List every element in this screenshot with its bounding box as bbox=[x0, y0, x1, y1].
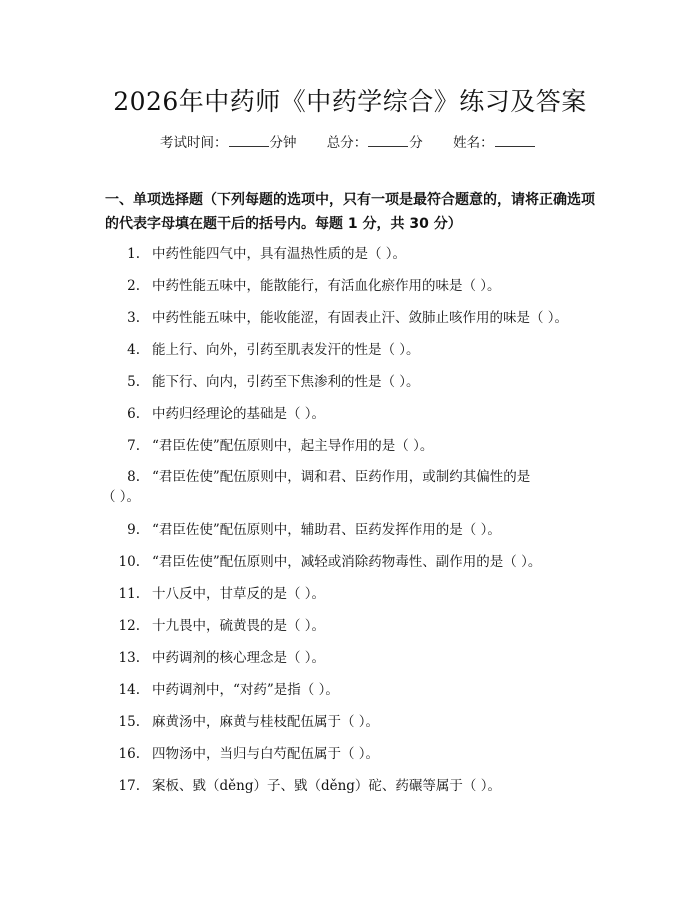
question-item bbox=[110, 372, 600, 392]
question-number: 3. bbox=[127, 310, 140, 326]
question-number: 16. bbox=[118, 746, 140, 762]
question-text: 中药归经理论的基础是（ ）。 bbox=[152, 406, 326, 422]
name-label: 姓名： bbox=[453, 135, 494, 151]
question-item bbox=[110, 340, 600, 360]
question-item bbox=[110, 404, 600, 424]
question-text: “君臣佐使”配伍原则中，减轻或消除药物毒性、副作用的是（ ）。 bbox=[152, 554, 542, 570]
question-item bbox=[110, 744, 600, 764]
question-text: 中药调剂中，“对药”是指（ ）。 bbox=[152, 682, 339, 698]
exam-time-unit: 分钟 bbox=[269, 135, 297, 151]
question-item bbox=[110, 308, 630, 328]
question-text: 麻黄汤中，麻黄与桂枝配伍属于（ ）。 bbox=[152, 714, 380, 730]
question-text: 四物汤中，当归与白芍配伍属于（ ）。 bbox=[152, 746, 380, 762]
name-field bbox=[453, 131, 536, 151]
question-text: 十八反中，甘草反的是（ ）。 bbox=[152, 586, 326, 602]
question-number: 2. bbox=[127, 278, 140, 294]
question-text: 中药性能五味中，能散能行，有活血化瘀作用的味是（ ）。 bbox=[152, 278, 501, 294]
question-number: 15. bbox=[118, 714, 140, 730]
question-text: 中药性能四气中，具有温热性质的是（ ）。 bbox=[152, 246, 407, 262]
page-title: 2026年中药师《中药学综合》练习及答案 bbox=[113, 87, 587, 116]
question-item bbox=[110, 584, 600, 604]
section-heading: 一、单项选择题（下列每题的选项中，只有一项是最符合题意的，请将正确选项的代表字母填在题干后的括号内。每题 1 分，共 30 分） bbox=[105, 192, 595, 232]
question-number: 11. bbox=[118, 586, 140, 602]
question-text: 十九畏中，硫黄畏的是（ ）。 bbox=[152, 618, 326, 634]
question-text: 中药调剂的核心理念是（ ）。 bbox=[152, 650, 326, 666]
question-item bbox=[110, 680, 600, 700]
question-text: 能上行、向外，引药至肌表发汗的性是（ ）。 bbox=[152, 342, 420, 358]
question-number: 1. bbox=[127, 246, 140, 262]
question-text: 案板、戥（děng）子、戥（děng）砣、药碾等属于（ ）。 bbox=[152, 778, 501, 794]
question-number: 17. bbox=[118, 778, 140, 794]
exam-time-field bbox=[160, 131, 297, 151]
question-item bbox=[110, 776, 600, 796]
question-number: 5. bbox=[127, 374, 140, 390]
question-number: 12. bbox=[118, 618, 140, 634]
total-score-unit: 分 bbox=[409, 135, 423, 151]
exam-time-blank bbox=[229, 134, 269, 147]
question-item bbox=[110, 616, 600, 636]
question-number: 7. bbox=[127, 438, 140, 454]
exam-time-label: 考试时间： bbox=[160, 135, 228, 151]
question-number: 8. bbox=[127, 469, 140, 485]
exam-info-line bbox=[160, 131, 536, 151]
question-item bbox=[102, 467, 600, 507]
question-number: 4. bbox=[127, 342, 140, 358]
name-blank bbox=[495, 134, 535, 147]
total-score-label: 总分： bbox=[326, 135, 368, 151]
question-number: 13. bbox=[118, 650, 140, 666]
question-item bbox=[110, 552, 630, 572]
question-number: 10. bbox=[118, 554, 140, 570]
question-text: “君臣佐使”配伍原则中，辅助君、臣药发挥作用的是（ ）。 bbox=[152, 522, 501, 538]
question-text: “君臣佐使”配伍原则中，调和君、臣药作用，或制约其偏性的是 bbox=[152, 469, 531, 485]
total-score-blank bbox=[368, 134, 408, 147]
question-number: 6. bbox=[127, 406, 140, 422]
total-score-field bbox=[327, 131, 423, 151]
question-text: 能下行、向内，引药至下焦渗利的性是（ ）。 bbox=[152, 374, 420, 390]
question-item bbox=[110, 436, 600, 456]
question-item bbox=[110, 244, 600, 264]
question-text-continuation: （ ）。 bbox=[102, 489, 141, 505]
question-text: “君臣佐使”配伍原则中，起主导作用的是（ ）。 bbox=[152, 438, 434, 454]
question-text: 中药性能五味中，能收能涩，有固表止汗、敛肺止咳作用的味是（ ）。 bbox=[152, 310, 569, 326]
question-item bbox=[110, 520, 600, 540]
question-item bbox=[110, 712, 600, 732]
question-item bbox=[110, 276, 600, 296]
question-number: 14. bbox=[118, 682, 140, 698]
question-number: 9. bbox=[127, 522, 140, 538]
question-item bbox=[110, 648, 600, 668]
